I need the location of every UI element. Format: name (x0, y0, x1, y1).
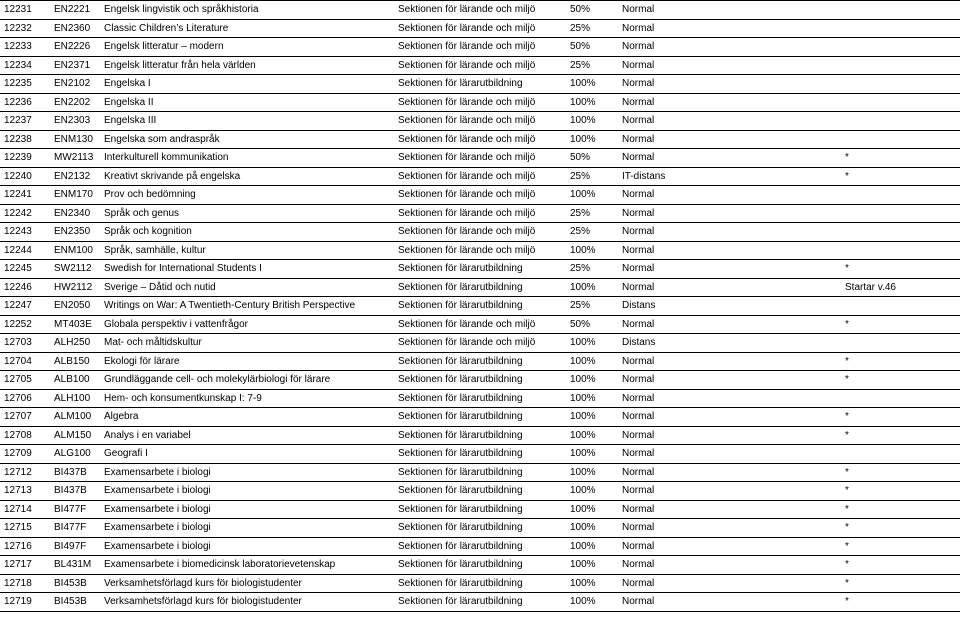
study-pace-cell: 25% (566, 223, 618, 242)
course-code-cell: ALH250 (50, 334, 100, 353)
course-id-cell: 12709 (0, 445, 50, 464)
note-cell: * (841, 463, 960, 482)
study-form-cell: Distans (618, 297, 841, 316)
study-form-cell: IT-distans (618, 167, 841, 186)
study-pace-cell: 50% (566, 1, 618, 20)
note-cell (841, 93, 960, 112)
study-pace-cell: 100% (566, 445, 618, 464)
study-form-cell: Normal (618, 556, 841, 575)
study-form-cell: Distans (618, 334, 841, 353)
course-code-cell: EN2350 (50, 223, 100, 242)
table-row (0, 593, 960, 612)
department-cell: Sektionen för lärarutbildning (394, 574, 566, 593)
study-form-cell: Normal (618, 519, 841, 538)
course-title-cell: Examensarbete i biologi (100, 482, 394, 501)
department-cell: Sektionen för lärande och miljö (394, 93, 566, 112)
course-title-cell: Mat- och måltidskultur (100, 334, 394, 353)
table-row (0, 297, 960, 316)
study-form-cell: Normal (618, 93, 841, 112)
course-id-cell: 12715 (0, 519, 50, 538)
study-pace-cell: 25% (566, 56, 618, 75)
course-id-cell: 12707 (0, 408, 50, 427)
course-id-cell: 12241 (0, 186, 50, 205)
course-code-cell: BL431M (50, 556, 100, 575)
study-form-cell: Normal (618, 408, 841, 427)
note-cell: * (841, 537, 960, 556)
note-cell (841, 297, 960, 316)
course-code-cell: BI477F (50, 519, 100, 538)
study-form-cell: Normal (618, 371, 841, 390)
study-pace-cell: 25% (566, 297, 618, 316)
note-cell: * (841, 500, 960, 519)
course-title-cell: Writings on War: A Twentieth-Century British Perspective (100, 297, 394, 316)
course-title-cell: Engelska som andraspråk (100, 130, 394, 149)
course-title-cell: Engelsk litteratur – modern (100, 38, 394, 57)
table-row (0, 130, 960, 149)
department-cell: Sektionen för lärarutbildning (394, 260, 566, 279)
study-form-cell: Normal (618, 75, 841, 94)
course-code-cell: BI437B (50, 482, 100, 501)
study-pace-cell: 25% (566, 204, 618, 223)
study-form-cell: Normal (618, 186, 841, 205)
table-row (0, 482, 960, 501)
course-id-cell: 12237 (0, 112, 50, 131)
note-cell: * (841, 315, 960, 334)
table-row (0, 19, 960, 38)
table-row (0, 371, 960, 390)
department-cell: Sektionen för lärarutbildning (394, 519, 566, 538)
note-cell: * (841, 556, 960, 575)
study-pace-cell: 100% (566, 500, 618, 519)
table-row (0, 334, 960, 353)
course-title-cell: Globala perspektiv i vattenfrågor (100, 315, 394, 334)
study-pace-cell: 25% (566, 167, 618, 186)
course-title-cell: Classic Children’s Literature (100, 19, 394, 38)
table-row (0, 186, 960, 205)
department-cell: Sektionen för lärande och miljö (394, 315, 566, 334)
department-cell: Sektionen för lärande och miljö (394, 56, 566, 75)
course-title-cell: Prov och bedömning (100, 186, 394, 205)
study-pace-cell: 25% (566, 260, 618, 279)
course-code-cell: HW2112 (50, 278, 100, 297)
course-table-body (0, 1, 960, 612)
note-cell (841, 19, 960, 38)
note-cell: * (841, 574, 960, 593)
department-cell: Sektionen för lärande och miljö (394, 112, 566, 131)
department-cell: Sektionen för lärarutbildning (394, 445, 566, 464)
course-title-cell: Examensarbete i biologi (100, 537, 394, 556)
note-cell: * (841, 408, 960, 427)
note-cell (841, 38, 960, 57)
note-cell (841, 241, 960, 260)
course-title-cell: Algebra (100, 408, 394, 427)
department-cell: Sektionen för lärande och miljö (394, 19, 566, 38)
course-id-cell: 12703 (0, 334, 50, 353)
table-row (0, 241, 960, 260)
course-id-cell: 12244 (0, 241, 50, 260)
department-cell: Sektionen för lärarutbildning (394, 278, 566, 297)
study-pace-cell: 100% (566, 241, 618, 260)
department-cell: Sektionen för lärarutbildning (394, 389, 566, 408)
table-row (0, 38, 960, 57)
course-title-cell: Hem- och konsumentkunskap I: 7-9 (100, 389, 394, 408)
course-code-cell: EN2102 (50, 75, 100, 94)
table-row (0, 93, 960, 112)
table-row (0, 167, 960, 186)
study-pace-cell: 100% (566, 537, 618, 556)
note-cell (841, 130, 960, 149)
note-cell (841, 75, 960, 94)
course-title-cell: Verksamhetsförlagd kurs för biologistudenter (100, 574, 394, 593)
study-pace-cell: 100% (566, 426, 618, 445)
study-form-cell: Normal (618, 260, 841, 279)
study-form-cell: Normal (618, 149, 841, 168)
course-title-cell: Engelsk lingvistik och språkhistoria (100, 1, 394, 20)
course-code-cell: ENM130 (50, 130, 100, 149)
table-row (0, 574, 960, 593)
table-row (0, 260, 960, 279)
course-code-cell: EN2303 (50, 112, 100, 131)
study-form-cell: Normal (618, 204, 841, 223)
table-row (0, 463, 960, 482)
course-id-cell: 12232 (0, 19, 50, 38)
study-form-cell: Normal (618, 1, 841, 20)
study-form-cell: Normal (618, 352, 841, 371)
note-cell (841, 112, 960, 131)
department-cell: Sektionen för lärande och miljö (394, 149, 566, 168)
table-row (0, 149, 960, 168)
course-code-cell: MW2113 (50, 149, 100, 168)
course-id-cell: 12713 (0, 482, 50, 501)
table-row (0, 426, 960, 445)
course-code-cell: ENM100 (50, 241, 100, 260)
course-title-cell: Verksamhetsförlagd kurs för biologistudenter (100, 593, 394, 612)
table-row (0, 315, 960, 334)
course-id-cell: 12705 (0, 371, 50, 390)
study-pace-cell: 100% (566, 371, 618, 390)
department-cell: Sektionen för lärarutbildning (394, 352, 566, 371)
note-cell: * (841, 260, 960, 279)
study-form-cell: Normal (618, 463, 841, 482)
course-id-cell: 12719 (0, 593, 50, 612)
course-id-cell: 12242 (0, 204, 50, 223)
study-pace-cell: 100% (566, 334, 618, 353)
course-id-cell: 12704 (0, 352, 50, 371)
department-cell: Sektionen för lärarutbildning (394, 371, 566, 390)
course-id-cell: 12717 (0, 556, 50, 575)
study-pace-cell: 100% (566, 389, 618, 408)
course-id-cell: 12231 (0, 1, 50, 20)
study-pace-cell: 100% (566, 112, 618, 131)
study-pace-cell: 100% (566, 408, 618, 427)
study-pace-cell: 100% (566, 463, 618, 482)
study-pace-cell: 100% (566, 593, 618, 612)
course-id-cell: 12706 (0, 389, 50, 408)
study-pace-cell: 100% (566, 130, 618, 149)
note-cell: * (841, 519, 960, 538)
course-title-cell: Examensarbete i biologi (100, 519, 394, 538)
study-form-cell: Normal (618, 315, 841, 334)
department-cell: Sektionen för lärande och miljö (394, 186, 566, 205)
department-cell: Sektionen för lärarutbildning (394, 537, 566, 556)
department-cell: Sektionen för lärarutbildning (394, 500, 566, 519)
study-form-cell: Normal (618, 278, 841, 297)
course-code-cell: ALB100 (50, 371, 100, 390)
department-cell: Sektionen för lärande och miljö (394, 204, 566, 223)
note-cell (841, 186, 960, 205)
course-title-cell: Sverige – Dåtid och nutid (100, 278, 394, 297)
note-cell (841, 204, 960, 223)
course-title-cell: Swedish for International Students I (100, 260, 394, 279)
study-form-cell: Normal (618, 130, 841, 149)
course-title-cell: Engelska II (100, 93, 394, 112)
study-form-cell: Normal (618, 112, 841, 131)
course-id-cell: 12716 (0, 537, 50, 556)
course-code-cell: EN2340 (50, 204, 100, 223)
course-code-cell: ALG100 (50, 445, 100, 464)
course-code-cell: EN2202 (50, 93, 100, 112)
note-cell: * (841, 352, 960, 371)
note-cell (841, 56, 960, 75)
study-form-cell: Normal (618, 426, 841, 445)
course-id-cell: 12247 (0, 297, 50, 316)
department-cell: Sektionen för lärarutbildning (394, 408, 566, 427)
study-pace-cell: 100% (566, 556, 618, 575)
department-cell: Sektionen för lärande och miljö (394, 130, 566, 149)
course-id-cell: 12233 (0, 38, 50, 57)
study-form-cell: Normal (618, 482, 841, 501)
course-code-cell: EN2221 (50, 1, 100, 20)
course-code-cell: SW2112 (50, 260, 100, 279)
study-pace-cell: 50% (566, 38, 618, 57)
note-cell (841, 389, 960, 408)
course-code-cell: EN2132 (50, 167, 100, 186)
study-pace-cell: 100% (566, 186, 618, 205)
note-cell: * (841, 593, 960, 612)
course-code-cell: ENM170 (50, 186, 100, 205)
table-row (0, 223, 960, 242)
table-row (0, 204, 960, 223)
course-title-cell: Examensarbete i biologi (100, 463, 394, 482)
department-cell: Sektionen för lärarutbildning (394, 75, 566, 94)
study-pace-cell: 100% (566, 93, 618, 112)
table-row (0, 1, 960, 20)
department-cell: Sektionen för lärande och miljö (394, 223, 566, 242)
course-id-cell: 12238 (0, 130, 50, 149)
course-id-cell: 12234 (0, 56, 50, 75)
note-cell: * (841, 482, 960, 501)
table-row (0, 537, 960, 556)
course-code-cell: ALB150 (50, 352, 100, 371)
study-form-cell: Normal (618, 445, 841, 464)
study-form-cell: Normal (618, 593, 841, 612)
course-id-cell: 12235 (0, 75, 50, 94)
course-title-cell: Analys i en variabel (100, 426, 394, 445)
department-cell: Sektionen för lärande och miljö (394, 1, 566, 20)
course-code-cell: ALM100 (50, 408, 100, 427)
course-code-cell: EN2050 (50, 297, 100, 316)
department-cell: Sektionen för lärande och miljö (394, 167, 566, 186)
study-pace-cell: 50% (566, 149, 618, 168)
table-row (0, 556, 960, 575)
table-row (0, 112, 960, 131)
course-code-cell: BI453B (50, 574, 100, 593)
course-id-cell: 12240 (0, 167, 50, 186)
course-title-cell: Kreativt skrivande på engelska (100, 167, 394, 186)
course-id-cell: 12708 (0, 426, 50, 445)
course-id-cell: 12243 (0, 223, 50, 242)
table-row (0, 389, 960, 408)
study-pace-cell: 100% (566, 574, 618, 593)
course-id-cell: 12245 (0, 260, 50, 279)
study-form-cell: Normal (618, 19, 841, 38)
note-cell: Startar v.46 (841, 278, 960, 297)
course-code-cell: BI453B (50, 593, 100, 612)
table-row (0, 408, 960, 427)
course-code-cell: ALH100 (50, 389, 100, 408)
study-form-cell: Normal (618, 223, 841, 242)
department-cell: Sektionen för lärarutbildning (394, 426, 566, 445)
study-form-cell: Normal (618, 38, 841, 57)
note-cell (841, 223, 960, 242)
course-title-cell: Geografi I (100, 445, 394, 464)
department-cell: Sektionen för lärarutbildning (394, 593, 566, 612)
table-row (0, 500, 960, 519)
study-form-cell: Normal (618, 537, 841, 556)
note-cell (841, 1, 960, 20)
study-pace-cell: 25% (566, 19, 618, 38)
department-cell: Sektionen för lärande och miljö (394, 334, 566, 353)
course-title-cell: Interkulturell kommunikation (100, 149, 394, 168)
table-row (0, 278, 960, 297)
course-id-cell: 12718 (0, 574, 50, 593)
course-id-cell: 12236 (0, 93, 50, 112)
department-cell: Sektionen för lärande och miljö (394, 241, 566, 260)
course-title-cell: Engelska I (100, 75, 394, 94)
course-code-cell: EN2226 (50, 38, 100, 57)
course-id-cell: 12252 (0, 315, 50, 334)
course-code-cell: EN2371 (50, 56, 100, 75)
department-cell: Sektionen för lärarutbildning (394, 463, 566, 482)
course-id-cell: 12714 (0, 500, 50, 519)
table-row (0, 75, 960, 94)
study-pace-cell: 50% (566, 315, 618, 334)
table-row (0, 445, 960, 464)
study-pace-cell: 100% (566, 482, 618, 501)
department-cell: Sektionen för lärarutbildning (394, 556, 566, 575)
course-title-cell: Grundläggande cell- och molekylärbiologi för lärare (100, 371, 394, 390)
course-title-cell: Ekologi för lärare (100, 352, 394, 371)
study-pace-cell: 100% (566, 278, 618, 297)
study-form-cell: Normal (618, 389, 841, 408)
course-title-cell: Språk och kognition (100, 223, 394, 242)
study-pace-cell: 100% (566, 352, 618, 371)
study-pace-cell: 100% (566, 519, 618, 538)
course-code-cell: EN2360 (50, 19, 100, 38)
course-code-cell: BI497F (50, 537, 100, 556)
course-code-cell: MT403E (50, 315, 100, 334)
course-title-cell: Språk och genus (100, 204, 394, 223)
study-pace-cell: 100% (566, 75, 618, 94)
note-cell: * (841, 149, 960, 168)
table-row (0, 56, 960, 75)
course-code-cell: ALM150 (50, 426, 100, 445)
course-title-cell: Språk, samhälle, kultur (100, 241, 394, 260)
study-form-cell: Normal (618, 574, 841, 593)
course-id-cell: 12246 (0, 278, 50, 297)
course-title-cell: Examensarbete i biologi (100, 500, 394, 519)
course-title-cell: Engelsk litteratur från hela världen (100, 56, 394, 75)
note-cell: * (841, 371, 960, 390)
department-cell: Sektionen för lärarutbildning (394, 482, 566, 501)
table-row (0, 519, 960, 538)
department-cell: Sektionen för lärarutbildning (394, 297, 566, 316)
course-code-cell: BI437B (50, 463, 100, 482)
table-row (0, 352, 960, 371)
course-id-cell: 12239 (0, 149, 50, 168)
study-form-cell: Normal (618, 500, 841, 519)
course-code-cell: BI477F (50, 500, 100, 519)
course-title-cell: Engelska III (100, 112, 394, 131)
note-cell: * (841, 426, 960, 445)
note-cell (841, 334, 960, 353)
note-cell: * (841, 167, 960, 186)
study-form-cell: Normal (618, 56, 841, 75)
study-form-cell: Normal (618, 241, 841, 260)
department-cell: Sektionen för lärande och miljö (394, 38, 566, 57)
course-title-cell: Examensarbete i biomedicinsk laboratorievetenskap (100, 556, 394, 575)
course-id-cell: 12712 (0, 463, 50, 482)
note-cell (841, 445, 960, 464)
